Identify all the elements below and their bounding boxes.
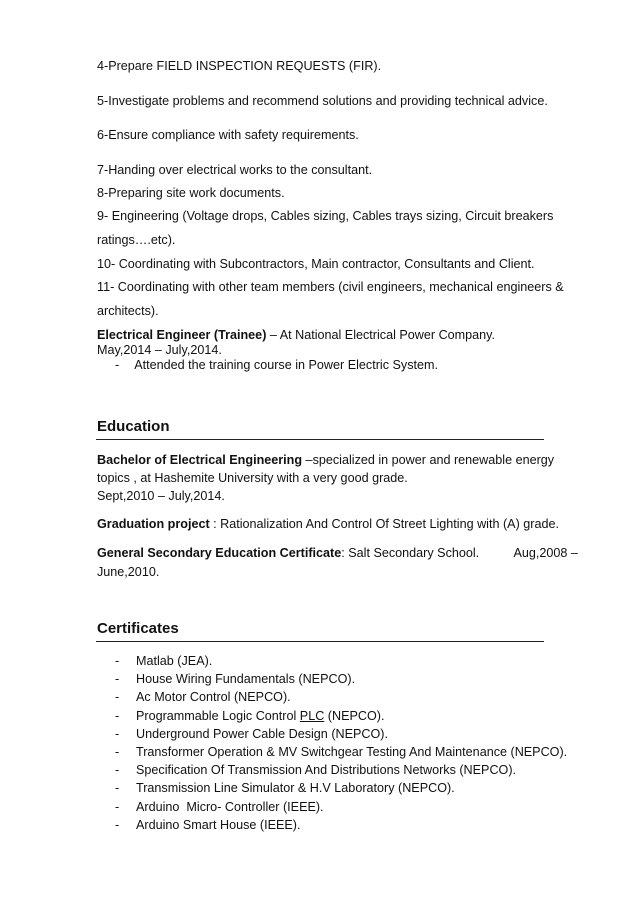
- trainee-item-text: Attended the training course in Power Electric System.: [134, 358, 438, 372]
- bachelor-dates: Sept,2010 – July,2014.: [97, 489, 225, 503]
- duty-line: 9- Engineering (Voltage drops, Cables sizing, Cables trays sizing, Circuit breakers: [97, 209, 554, 223]
- secondary-education: [97, 545, 578, 561]
- section-divider: [96, 641, 544, 642]
- bullet-dash: -: [115, 654, 120, 668]
- education-heading: Education: [97, 418, 170, 435]
- duty-line: 4-Prepare FIELD INSPECTION REQUESTS (FIR).: [97, 59, 382, 73]
- duty-line: 7-Handing over electrical works to the consultant.: [97, 163, 373, 177]
- trainee-title: Electrical Engineer (Trainee): [97, 328, 267, 342]
- bullet-dash: -: [115, 672, 120, 687]
- certificate-item: - Arduino Micro- Controller (IEEE).: [115, 799, 324, 814]
- trainee-item: [115, 357, 438, 373]
- bullet-dash: -: [115, 690, 120, 705]
- certificate-item: - Ac Motor Control (NEPCO).: [115, 690, 291, 705]
- duty-line: 10- Coordinating with Subcontractors, Main contractor, Consultants and Client.: [97, 257, 535, 271]
- secondary-text: : Salt Secondary School. Aug,2008 –: [341, 546, 578, 560]
- bullet-dash: -: [115, 817, 120, 832]
- duty-line: architects).: [97, 304, 159, 318]
- graduation-project: [97, 516, 559, 532]
- certificate-item: - Specification Of Transmission And Distributions Networks (NEPCO).: [115, 763, 517, 778]
- duty-line: 8-Preparing site work documents.: [97, 186, 285, 200]
- section-divider: [96, 439, 544, 440]
- bullet-dash: -: [115, 726, 120, 741]
- trainee-dates: May,2014 – July,2014.: [97, 343, 222, 357]
- bullet-dash: -: [115, 708, 120, 723]
- project-label: Graduation project: [97, 517, 210, 531]
- trainee-position: [97, 327, 495, 343]
- certificate-item: - Transformer Operation & MV Switchgear Testing And Maintenance (NEPCO).: [115, 744, 568, 759]
- bachelor-desc-2: topics , at Hashemite University with a very good grade.: [97, 471, 408, 485]
- plc-abbreviation: PLC: [299, 708, 325, 723]
- trainee-employer: – At National Electrical Power Company.: [266, 328, 496, 342]
- certificate-item: - Transmission Line Simulator & H.V Laboratory (NEPCO).: [115, 781, 455, 796]
- certificate-item: - House Wiring Fundamentals (NEPCO).: [115, 672, 356, 687]
- bachelor-desc: –specialized in power and renewable energy: [302, 453, 555, 467]
- certificate-item: - Programmable Logic Control PLC (NEPCO).: [115, 708, 385, 723]
- project-text: : Rationalization And Control Of Street Lighting with (A) grade.: [209, 517, 559, 531]
- duty-line: ratings….etc).: [97, 233, 176, 247]
- duty-line: 5-Investigate problems and recommend solutions and providing technical advice.: [97, 94, 548, 108]
- secondary-dates: June,2010.: [97, 565, 160, 579]
- bullet-dash: -: [115, 763, 120, 778]
- secondary-label: General Secondary Education Certificate: [97, 546, 342, 560]
- certificates-heading: Certificates: [97, 620, 179, 637]
- certificate-list: [115, 653, 567, 835]
- bullet-dash: -: [115, 781, 120, 796]
- certificate-item: - Arduino Smart House (IEEE).: [115, 817, 301, 832]
- duty-line: 6-Ensure compliance with safety requirements.: [97, 128, 359, 142]
- certificate-item: - Matlab (JEA).: [115, 654, 213, 668]
- bullet-dash: -: [115, 744, 120, 759]
- certificate-item: - Underground Power Cable Design (NEPCO).: [115, 726, 388, 741]
- bachelor-line: [97, 452, 554, 468]
- bachelor-title: Bachelor of Electrical Engineering: [97, 453, 303, 467]
- duty-line: 11- Coordinating with other team members (civil engineers, mechanical engineers &: [97, 280, 564, 294]
- bullet-dash: -: [115, 358, 120, 372]
- bullet-dash: -: [115, 799, 120, 814]
